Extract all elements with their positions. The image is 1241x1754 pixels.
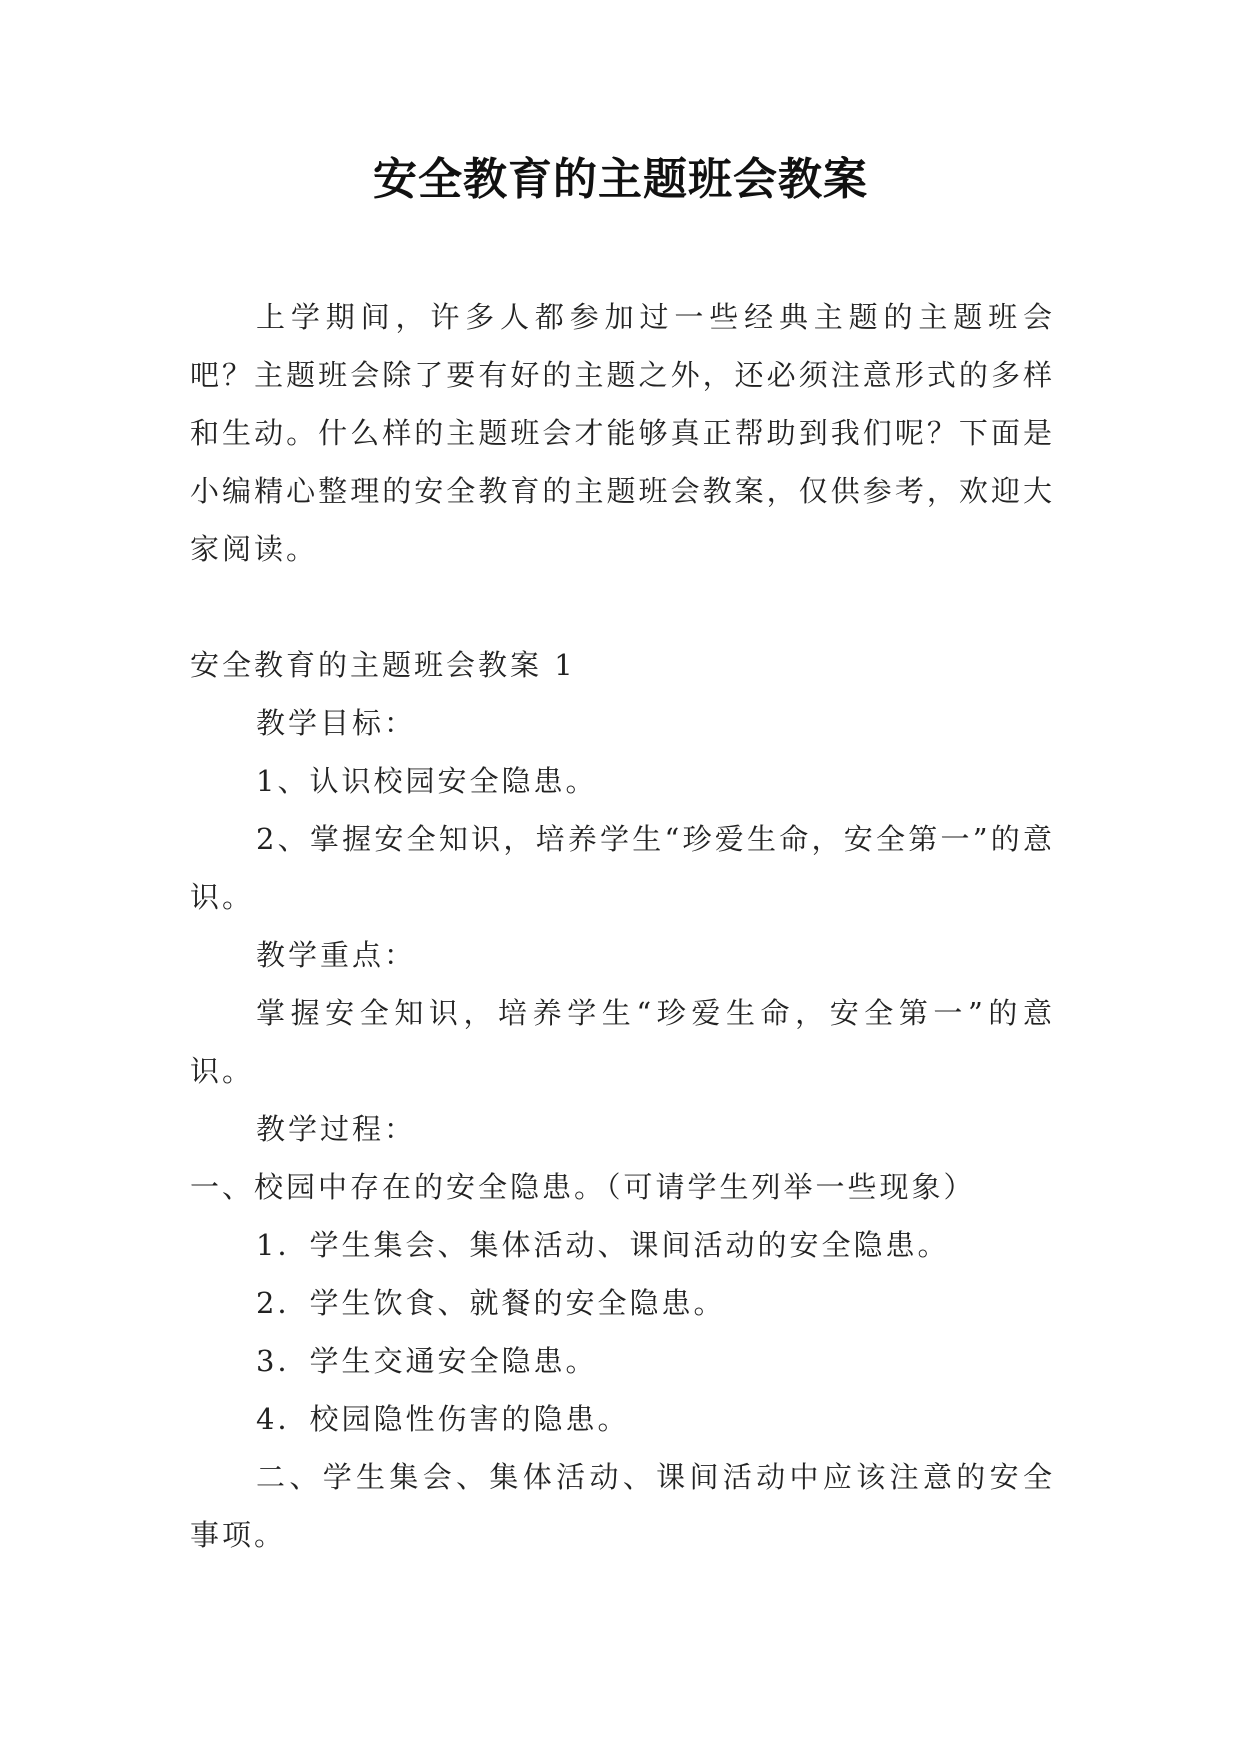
teaching-process-label: 教学过程： — [256, 1112, 417, 1146]
hazard-item-4: 4．校园隐性伤害的隐患。 — [256, 1402, 630, 1436]
process-section-1: 一、校园中存在的安全隐患。（可请学生列举一些现象） — [190, 1170, 976, 1204]
teaching-goals-label: 教学目标： — [256, 706, 417, 740]
document-body — [190, 288, 1055, 1564]
section-heading: 安全教育的主题班会教案 1 — [190, 648, 576, 682]
teaching-focus-label: 教学重点： — [256, 938, 417, 972]
goal-item-1: 1、认识校园安全隐患。 — [256, 764, 598, 798]
teaching-focus-text: 掌握安全知识，培养学生“珍爱生命，安全第一”的意识。 — [190, 996, 1055, 1088]
intro-paragraph: 上学期间，许多人都参加过一些经典主题的主题班会吧？主题班会除了要有好的主题之外，还必须注意形式的多样和生动。什么样的主题班会才能够真正帮助到我们呢？下面是小编精心整理的安全教育的主题班会教案，仅供参考，欢迎大家阅读。 — [190, 300, 1055, 566]
document-title: 安全教育的主题班会教案 — [373, 154, 868, 205]
goal-item-2: 2、掌握安全知识，培养学生“珍爱生命，安全第一”的意识。 — [190, 822, 1055, 914]
hazard-item-2: 2．学生饮食、就餐的安全隐患。 — [256, 1286, 726, 1320]
hazard-item-3: 3．学生交通安全隐患。 — [256, 1344, 598, 1378]
hazard-item-1: 1．学生集会、集体活动、课间活动的安全隐患。 — [256, 1228, 950, 1262]
paragraph-spacer — [190, 578, 1055, 636]
process-section-2: 二、学生集会、集体活动、课间活动中应该注意的安全事项。 — [190, 1460, 1055, 1552]
